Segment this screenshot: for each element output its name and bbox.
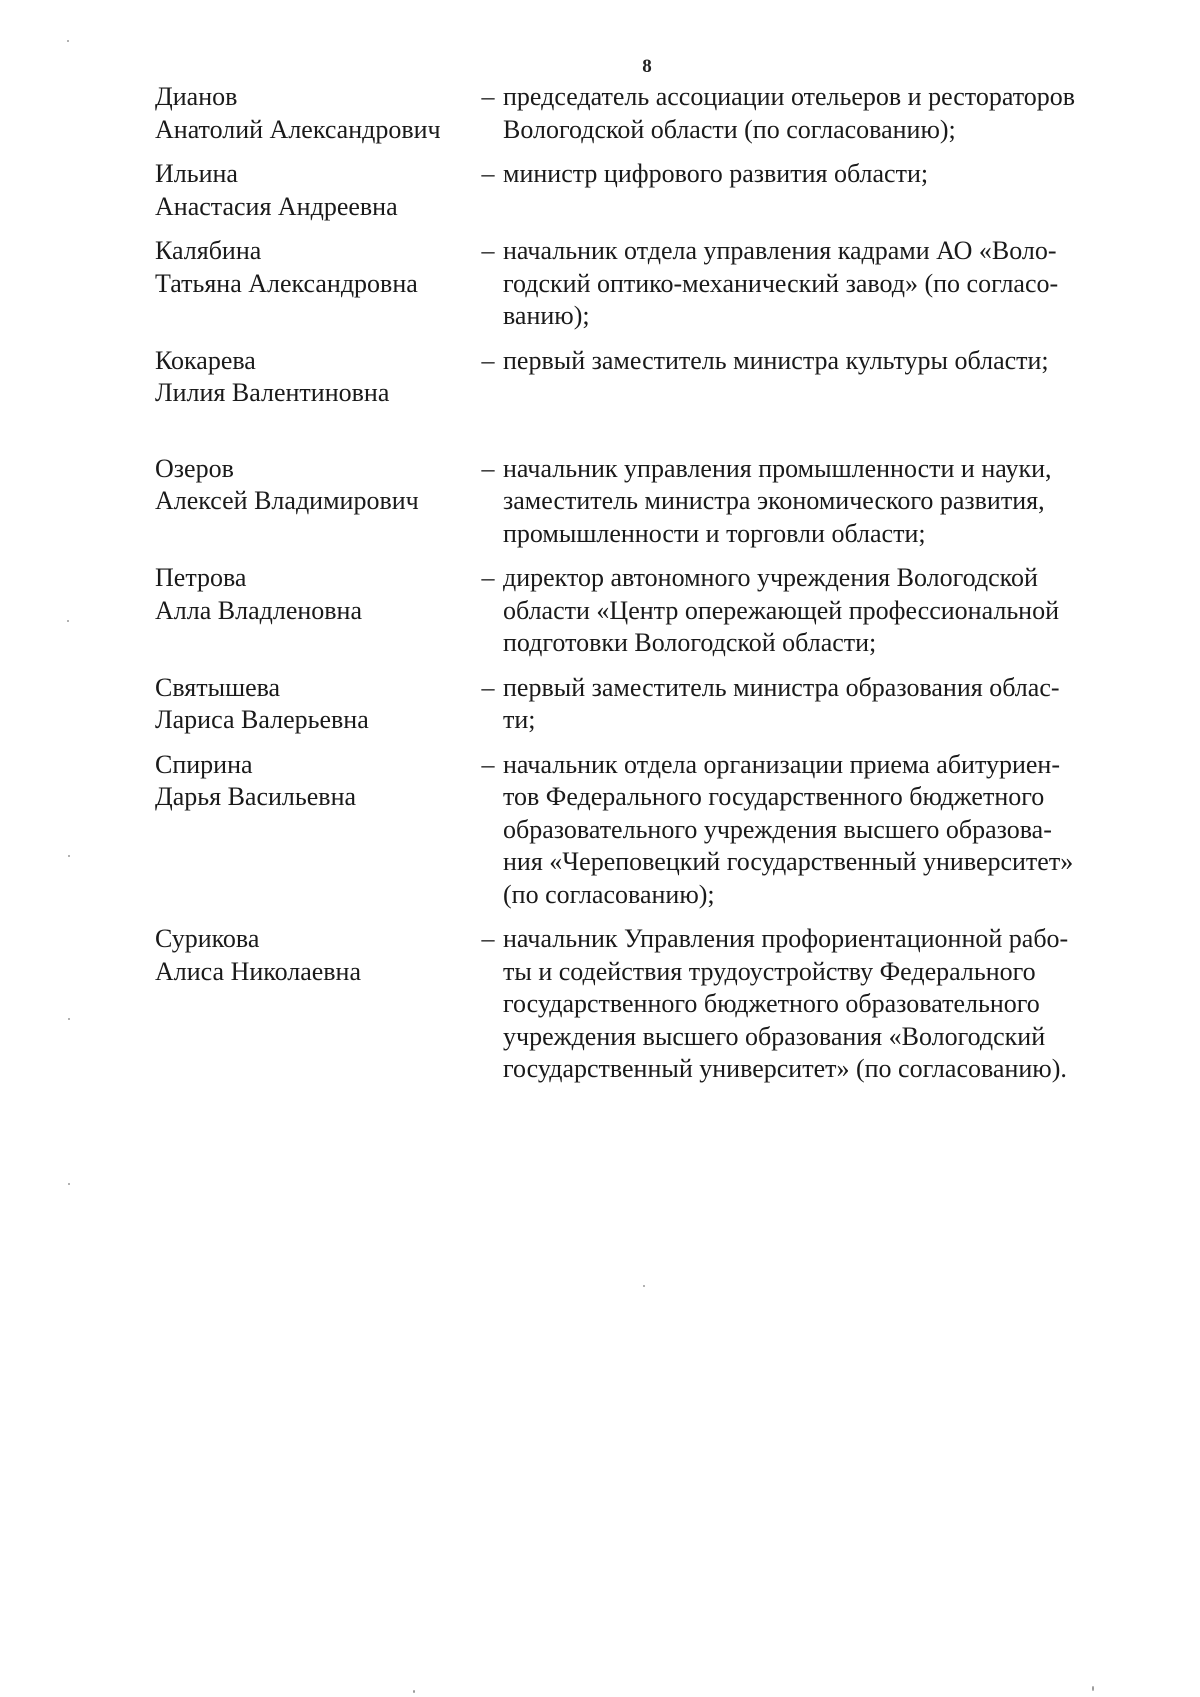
scan-speck (68, 1018, 70, 1020)
dash-separator: – (481, 749, 495, 779)
scan-speck (68, 1183, 70, 1185)
dash-separator: – (481, 159, 495, 188)
member-role: первый заместитель министра культуры области; (503, 345, 1049, 375)
member-given-name: Алексей Владимирович (155, 486, 419, 515)
member-spirina (155, 749, 1140, 912)
member-surname: Сурикова (155, 924, 260, 953)
member-name (155, 453, 473, 518)
member-name (155, 562, 473, 627)
member-given-name: Лариса Валерьевна (155, 705, 369, 734)
dash-separator: – (481, 453, 495, 483)
member-surname: Святышева (155, 672, 281, 702)
member-name (155, 923, 473, 988)
member-given-name: Анастасия Андреевна (155, 191, 398, 221)
dash-separator: – (481, 563, 495, 592)
dash-separator: – (481, 236, 495, 265)
member-surname: Кокарева (155, 345, 256, 375)
member-name (155, 158, 473, 223)
scan-speck (643, 1285, 645, 1287)
member-kokareva (155, 345, 1140, 410)
member-role: начальник управления промышленности и науки, заместитель министра экономического развития, промышленности и торговли области; (503, 453, 1052, 548)
member-surname: Спирина (155, 749, 253, 779)
member-surname: Ильина (155, 159, 238, 188)
member-petrova (155, 562, 1140, 660)
member-given-name: Лилия Валентиновна (155, 378, 390, 407)
member-surname: Озеров (155, 453, 234, 483)
dash-separator: – (481, 924, 495, 953)
scan-speck (67, 620, 69, 622)
member-surikova (155, 923, 1140, 1086)
member-ozerov (155, 453, 1140, 551)
member-name (155, 235, 473, 300)
member-dianov (155, 81, 1140, 146)
member-role: начальник Управления профориентационной рабо- ты и содействия трудоустройству Федерального государственного бюджетного образовательного учреждения высшего образования «Вологодский государственный университет» (по согласованию). (503, 924, 1069, 1083)
scan-speck (1092, 1686, 1094, 1691)
dash-separator: – (481, 345, 495, 375)
member-role: первый заместитель министра образования облас- ти; (503, 672, 1060, 734)
member-surname: Петрова (155, 563, 247, 592)
member-given-name: Татьяна Александровна (155, 268, 418, 298)
member-name (155, 749, 473, 814)
member-role: начальник отдела управления кадрами АО «Воло- годский оптико-механический завод» (по согласо- ванию); (503, 236, 1059, 330)
scan-speck (413, 1690, 415, 1693)
member-surname: Дианов (155, 82, 238, 111)
members-list (155, 81, 1140, 1086)
dash-separator: – (481, 672, 495, 702)
member-surname: Калябина (155, 236, 262, 265)
page-number: 8 (642, 56, 652, 77)
member-svyatysheva (155, 672, 1140, 737)
dash-separator: – (481, 82, 495, 111)
member-role: директор автономного учреждения Вологодской области «Центр опережающей профессиональной подготовки Вологодской области; (503, 563, 1060, 657)
member-ilyina (155, 158, 1140, 223)
member-kalyabina (155, 235, 1140, 333)
member-role: начальник отдела организации приема абитуриен- тов Федерального государственного бюджетного образовательного учреждения высшего образова- ния «Череповецкий государственный университет» (по согласованию); (503, 749, 1074, 909)
member-name (155, 81, 473, 146)
member-given-name: Алла Владленовна (155, 595, 363, 625)
member-role: министр цифрового развития области; (503, 159, 929, 188)
member-given-name: Алиса Николаевна (155, 956, 362, 986)
scan-speck (68, 855, 70, 857)
member-name (155, 672, 473, 737)
member-name (155, 345, 473, 410)
scan-speck (67, 40, 69, 42)
member-given-name: Дарья Васильевна (155, 782, 357, 811)
member-role: председатель ассоциации отельеров и рестораторов Вологодской области (по согласованию); (503, 82, 1075, 144)
member-given-name: Анатолий Александрович (155, 114, 441, 144)
